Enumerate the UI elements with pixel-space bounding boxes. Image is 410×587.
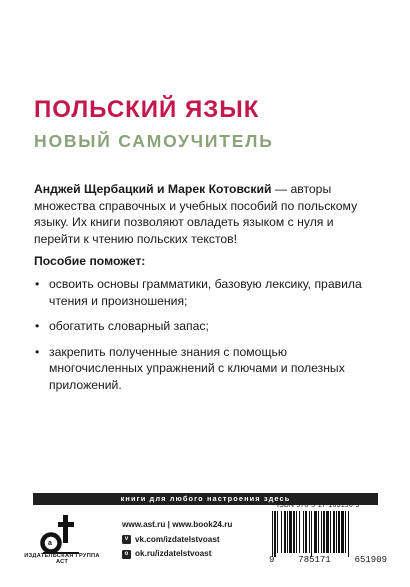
barcode-bar bbox=[274, 511, 276, 557]
barcode-digit-group: 9 bbox=[269, 555, 275, 565]
barcode-bar bbox=[303, 511, 304, 553]
bullet-icon: • bbox=[35, 319, 40, 334]
ast-logo bbox=[39, 513, 81, 555]
book-title: ПОЛЬСКИЙ ЯЗЫК bbox=[34, 96, 260, 123]
barcode-bar bbox=[284, 511, 286, 553]
barcode-bar bbox=[293, 511, 295, 553]
publisher-links bbox=[122, 518, 232, 562]
barcode-bar bbox=[330, 511, 331, 553]
list-item bbox=[34, 276, 384, 309]
barcode-bar bbox=[311, 511, 312, 557]
barcode-bar bbox=[272, 511, 273, 557]
barcode-bar bbox=[336, 511, 337, 553]
barcode-bar bbox=[348, 511, 349, 557]
helps-heading: Пособие поможет: bbox=[34, 254, 146, 268]
barcode-bar bbox=[309, 511, 310, 553]
book-subtitle: НОВЫЙ САМОУЧИТЕЛЬ bbox=[34, 131, 274, 151]
barcode-bar bbox=[321, 511, 322, 553]
barcode-bar bbox=[326, 511, 329, 553]
barcode-bar bbox=[281, 511, 282, 553]
vk-icon: v bbox=[122, 535, 131, 544]
ok-icon: o bbox=[122, 550, 131, 559]
barcode-bar bbox=[296, 511, 297, 553]
barcode-bar bbox=[299, 511, 300, 553]
list-item bbox=[34, 318, 384, 335]
slogan-bar: книги для любого настроения здесь bbox=[33, 493, 378, 505]
website-text[interactable]: www.ast.ru | www.book24.ru bbox=[122, 520, 233, 529]
isbn-text: ISBN 978-5-17-165190-9 bbox=[277, 502, 360, 509]
bullet-icon: • bbox=[35, 277, 40, 291]
barcode-bar bbox=[305, 511, 307, 553]
barcode-digit-group: 785171 bbox=[298, 555, 331, 565]
barcode-bar bbox=[341, 511, 344, 553]
list-item-text: закрепить полученные знания с помощью многочисленных упражнений с ключами и полезных приложений. bbox=[49, 344, 345, 392]
list-item-text: освоить основы грамматики, базовую лексику, правила чтения и произношения; bbox=[49, 277, 362, 308]
barcode-bar bbox=[318, 511, 319, 553]
vk-text[interactable]: vk.com/izdatelstvoast bbox=[135, 534, 220, 544]
website-links[interactable] bbox=[122, 518, 232, 533]
barcode-bar bbox=[345, 511, 346, 553]
list-item-text: обогатить словарный запас; bbox=[49, 319, 209, 334]
svg-text:a: a bbox=[48, 540, 52, 547]
ok-link[interactable] bbox=[122, 547, 232, 562]
barcode-bar bbox=[333, 511, 335, 553]
barcode-digit-group: 651909 bbox=[354, 555, 387, 565]
bullet-icon: • bbox=[35, 344, 40, 359]
barcode-bar bbox=[338, 511, 340, 553]
list-item bbox=[34, 344, 384, 394]
barcode-bar bbox=[287, 511, 288, 553]
publisher-caption: ИЗДАТЕЛЬСКАЯ ГРУППА АСТ bbox=[24, 553, 100, 565]
barcode-image bbox=[270, 511, 384, 557]
helps-list bbox=[34, 276, 384, 394]
ok-text[interactable]: ok.ru/izdatelstvoast bbox=[135, 549, 212, 559]
barcode-bar bbox=[277, 511, 278, 553]
barcode-bar bbox=[323, 511, 325, 553]
barcode-bar bbox=[289, 511, 292, 553]
vk-link[interactable] bbox=[122, 533, 232, 548]
intro-text: — авторы множества справочных и учебных пособий по польскому языку. Их книги позволяют овладеть языком с нуля и перейти к чтению польских текстов! bbox=[34, 182, 358, 246]
authors-name: Анджей Щербацкий и Марек Котовский bbox=[34, 182, 272, 196]
intro-paragraph bbox=[34, 181, 380, 247]
barcode-digits bbox=[269, 555, 387, 565]
barcode-bar bbox=[314, 511, 317, 553]
